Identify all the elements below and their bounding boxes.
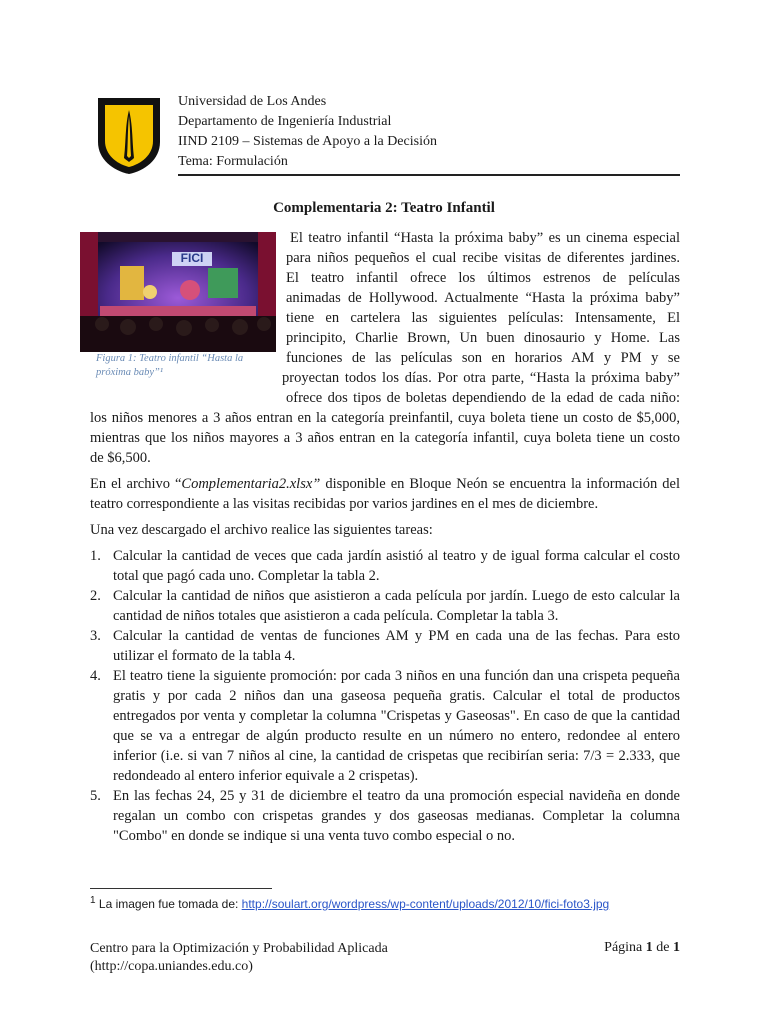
course-name: IIND 2109 – Sistemas de Apoyo a la Decisión bbox=[178, 134, 437, 149]
intro-line: El teatro infantil “Hasta la próxima baby” es un cinema especial bbox=[290, 230, 680, 246]
file-suffix: disponible en Bloque Neón se encuentra la información del teatro correspondiente a las visitas recibidas por varios jardines en el mes de diciembre. bbox=[90, 476, 680, 512]
header-divider bbox=[178, 174, 680, 176]
task-text: En las fechas 24, 25 y 31 de diciembre el teatro da una promoción especial navideña en donde regalan un combo con crispetas grandes y dos gaseosas medianas. Completar la columna "Combo" en donde se indique si una venta tuvo combo especial o no. bbox=[113, 788, 680, 844]
intro-continuation bbox=[90, 408, 680, 468]
task-item bbox=[90, 546, 680, 586]
footer-center-url: (http://copa.uniandes.edu.co) bbox=[90, 959, 253, 974]
tasks-intro: Una vez descargado el archivo realice las siguientes tareas: bbox=[90, 522, 433, 538]
footnote-link[interactable]: http://soulart.org/wordpress/wp-content/uploads/2012/10/fici-foto3.jpg bbox=[241, 897, 610, 911]
intro-line: El teatro infantil ofrece los últimos estrenos de películas bbox=[286, 270, 680, 286]
total-pages: 1 bbox=[673, 940, 680, 955]
intro-line: funciones de las películas son en horarios AM y PM y se bbox=[286, 350, 680, 366]
figure-caption: Figura 1: Teatro infantil “Hasta la próxima baby”¹ bbox=[96, 353, 244, 378]
intro-line: los niños menores a 3 años entran en la categoría preinfantil, cuya boleta tiene un costo de $5,000, bbox=[90, 410, 680, 426]
task-text: Calcular la cantidad de veces que cada jardín asistió al teatro y de igual forma calcular el costo total que pagó cada uno. Completar la tabla 2. bbox=[113, 548, 680, 584]
file-paragraph bbox=[90, 474, 680, 514]
document-title: Complementaria 2: Teatro Infantil bbox=[273, 200, 495, 216]
task-number: 1. bbox=[90, 548, 101, 564]
footer-center-name: Centro para la Optimización y Probabilidad Aplicada bbox=[90, 941, 388, 956]
footnote-text: La imagen fue tomada de: bbox=[95, 897, 242, 911]
task-text: El teatro tiene la siguiente promoción: por cada 3 niños en una función dan una crispeta pequeña gratis y por cada 2 niños dan una gaseosa pequeña gratis. Calcular el total de productos entregados por venta y completar la columna "Crispetas y Gaseosas". En caso de que la cantidad que se va a entregar de algún producto resulte en un número no entero, redondee al entero inferior (i.e. si van 7 niños al cine, la cantidad de crispetas que recibirían seria: 7/3 = 2.333, que redondeado al entero inferior equivale a 2 crispetas). bbox=[113, 668, 680, 784]
current-page: 1 bbox=[645, 940, 653, 955]
task-item bbox=[90, 666, 680, 786]
intro-paragraph bbox=[282, 228, 680, 408]
task-number: 5. bbox=[90, 788, 101, 804]
task-item bbox=[90, 626, 680, 666]
footnote bbox=[90, 895, 609, 911]
file-name: Complementaria2.xlsx” bbox=[181, 476, 321, 492]
task-number: 4. bbox=[90, 668, 101, 684]
task-number: 2. bbox=[90, 588, 101, 604]
intro-line: de $6,500. bbox=[90, 450, 151, 466]
task-text: Calcular la cantidad de niños que asistieron a cada película por jardín. Luego de esto calcular la cantidad de niños totales que asistieron a cada película. Completar la tabla 3. bbox=[113, 588, 680, 624]
page-footer bbox=[90, 940, 388, 976]
page-of: de bbox=[652, 940, 673, 955]
page-number bbox=[604, 940, 680, 956]
task-text: Calcular la cantidad de ventas de funciones AM y PM en cada una de las fechas. Para esto utilizar el formato de la tabla 4. bbox=[113, 628, 680, 664]
file-prefix: En el archivo “ bbox=[90, 476, 182, 492]
intro-line: proyectan todos los días. Por otra parte, “Hasta la próxima baby” bbox=[282, 370, 680, 386]
task-item bbox=[90, 786, 680, 846]
intro-line: animadas de Hollywood. Actualmente “Hasta la próxima baby” bbox=[286, 290, 680, 306]
task-number: 3. bbox=[90, 628, 101, 644]
footnote-mark: 1 bbox=[90, 895, 96, 906]
intro-line: tiene en cartelera las siguientes películas: Intensamente, El bbox=[286, 310, 680, 326]
intro-line: mientras que los niños mayores a 3 años entran en la categoría infantil, cuya boleta tiene un costo bbox=[90, 430, 680, 446]
intro-line: principito, Charlie Brown, Un buen dinosaurio y Home. Las bbox=[286, 330, 680, 346]
university-name: Universidad de Los Andes bbox=[178, 94, 327, 109]
photo-banner-text: FICI bbox=[180, 251, 204, 265]
theater-photo bbox=[80, 232, 276, 352]
topic-label: Tema: Formulación bbox=[178, 154, 288, 169]
intro-line: ofrece dos tipos de boletas dependiendo de la edad de cada niño: bbox=[286, 390, 680, 406]
page-word: Página bbox=[604, 940, 646, 955]
task-item bbox=[90, 586, 680, 626]
university-shield-logo-icon bbox=[96, 96, 162, 176]
department-name: Departamento de Ingeniería Industrial bbox=[178, 114, 392, 129]
footnote-divider bbox=[90, 888, 272, 889]
intro-line: para niños pequeños el cual recibe visitas de diferentes jardines. bbox=[286, 250, 680, 266]
task-list bbox=[90, 546, 680, 846]
